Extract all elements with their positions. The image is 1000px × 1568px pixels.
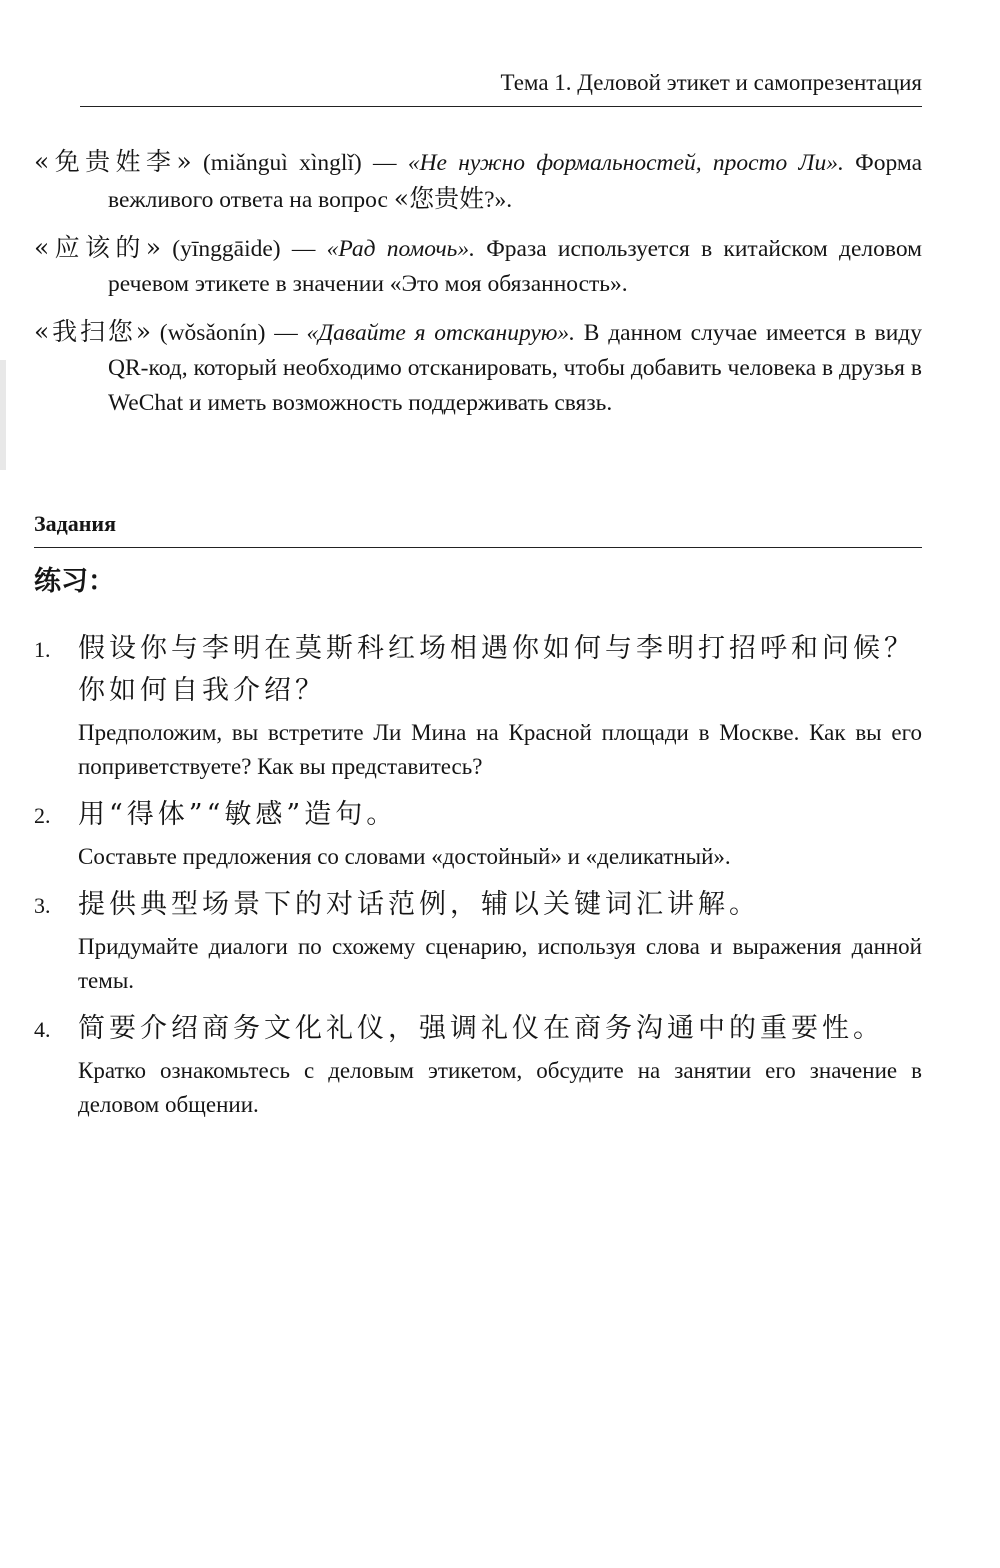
task-russian: Предположим, вы встретите Ли Мина на Красной площади в Москве. Как вы его поприветствуете? Как вы представитесь? — [78, 720, 922, 779]
glossary-note: Форма вежливого ответа на вопрос — [108, 150, 922, 213]
section-divider — [34, 547, 922, 548]
task-chinese: 用“得体”“敏感”造句。 — [78, 799, 398, 830]
task-item — [34, 628, 922, 784]
task-russian: Составьте предложения со словами «достойный» и «деликатный». — [78, 844, 731, 869]
task-number: 3. — [34, 893, 51, 918]
glossary-pinyin: (yīnggāide) — — [161, 236, 327, 262]
glossary-entry — [34, 314, 922, 421]
running-head: Тема 1. Деловой этикет и самопрезентация — [500, 70, 922, 95]
task-chinese: 简要介绍商务文化礼仪，强调礼仪在商务沟通中的重要性。 — [78, 1013, 884, 1044]
task-number: 4. — [34, 1017, 51, 1042]
page-edge-shadow — [0, 360, 6, 470]
task-chinese: 提供典型场景下的对话范例，辅以关键词汇讲解。 — [78, 889, 760, 920]
glossary-pinyin: (wǒsǎonín) — — [151, 320, 307, 346]
glossary — [34, 144, 922, 433]
task-item — [34, 1008, 922, 1122]
task-russian: Придумайте диалоги по схожему сценарию, используя слова и выражения данной темы. — [78, 934, 922, 993]
glossary-note: Фраза используется в китайском деловом речевом этикете в значении «Это моя обязанность». — [108, 236, 923, 297]
glossary-term: «免贵姓李» — [34, 147, 192, 176]
task-number: 1. — [34, 637, 51, 662]
glossary-entry — [34, 144, 922, 218]
task-item — [34, 884, 922, 998]
glossary-translation: «Не нужно формальностей, просто Ли». — [407, 150, 844, 176]
exercise-label: 练习： — [34, 566, 115, 597]
task-russian: Кратко ознакомьтесь с деловым этикетом, обсудите на занятии его значение в деловом общении. — [78, 1058, 922, 1117]
glossary-translation: «Давайте я отсканирую». — [306, 320, 576, 346]
task-item — [34, 794, 922, 874]
task-list — [34, 628, 922, 1132]
task-number: 2. — [34, 803, 51, 828]
glossary-term: «应该的» — [34, 233, 162, 262]
glossary-note-term: «您贵姓 — [393, 184, 485, 213]
glossary-pinyin: (miǎnguì xìnglǐ) — — [191, 150, 408, 176]
glossary-note: В данном случае имеется в виду QR-код, который необходимо отсканировать, чтобы добавить человека в друзья в WeChat и иметь возможность поддерживать связь. — [108, 320, 923, 416]
glossary-note-end: ?». — [484, 187, 513, 213]
glossary-term: «我扫您» — [34, 317, 152, 346]
glossary-entry — [34, 230, 922, 302]
glossary-translation: «Рад помочь». — [326, 236, 475, 262]
section-title: Задания — [34, 511, 116, 536]
task-chinese: 假设你与李明在莫斯科红场相遇你如何与李明打招呼和问候？你如何自我介绍？ — [78, 633, 915, 706]
header-divider — [80, 106, 922, 107]
